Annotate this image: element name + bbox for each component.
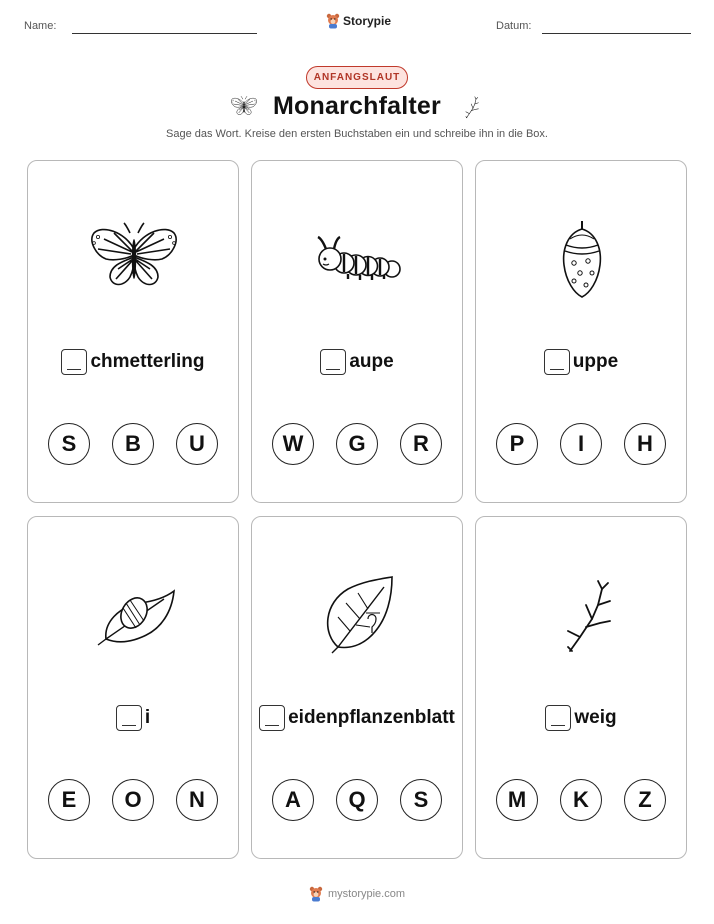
chrysalis-icon bbox=[532, 219, 632, 299]
letter-choices bbox=[28, 423, 238, 465]
butterfly-icon bbox=[84, 219, 184, 299]
word-row bbox=[252, 349, 462, 375]
letter-choice[interactable]: K bbox=[560, 779, 602, 821]
letter-choice[interactable]: Q bbox=[336, 779, 378, 821]
letter-choice[interactable]: N bbox=[176, 779, 218, 821]
answer-box[interactable] bbox=[61, 349, 87, 375]
brand-name: Storypie bbox=[343, 14, 392, 28]
word-ending: weig bbox=[574, 707, 617, 728]
letter-choice[interactable]: G bbox=[336, 423, 378, 465]
milkweed-leaf-icon bbox=[308, 575, 408, 655]
letter-choices bbox=[476, 423, 686, 465]
twig-icon bbox=[532, 575, 632, 655]
answer-box[interactable] bbox=[320, 349, 346, 375]
word-ending: eidenpflanzenblatt bbox=[288, 707, 455, 728]
word-card bbox=[27, 516, 239, 859]
word-card bbox=[251, 160, 463, 503]
letter-choice[interactable]: R bbox=[400, 423, 442, 465]
answer-box[interactable] bbox=[544, 349, 570, 375]
letter-choice[interactable]: A bbox=[272, 779, 314, 821]
word-ending: i bbox=[144, 707, 151, 728]
name-label: Name: bbox=[24, 20, 57, 32]
instructions: Sage das Wort. Kreise den ersten Buchstaben ein und schreibe ihn in die Box. bbox=[166, 128, 548, 140]
butterfly-icon bbox=[229, 95, 259, 119]
letter-choices bbox=[28, 779, 238, 821]
word-card bbox=[475, 516, 687, 859]
title-row bbox=[0, 92, 714, 121]
letter-choice[interactable]: S bbox=[400, 779, 442, 821]
letter-choice[interactable]: B bbox=[112, 423, 154, 465]
letter-choices bbox=[476, 779, 686, 821]
answer-box[interactable] bbox=[259, 705, 285, 731]
letter-choice[interactable]: S bbox=[48, 423, 90, 465]
answer-box[interactable] bbox=[116, 705, 142, 731]
letter-choice[interactable]: Z bbox=[624, 779, 666, 821]
name-line[interactable] bbox=[72, 33, 257, 34]
bear-mascot-icon bbox=[326, 13, 340, 29]
letter-choice[interactable]: W bbox=[272, 423, 314, 465]
bear-mascot-icon bbox=[309, 886, 323, 902]
page-title: Monarchfalter bbox=[273, 92, 441, 120]
letter-choices bbox=[252, 423, 462, 465]
twig-icon bbox=[455, 95, 485, 119]
letter-choice[interactable]: M bbox=[496, 779, 538, 821]
word-ending: uppe bbox=[572, 351, 619, 372]
word-row bbox=[28, 705, 238, 731]
topic-badge: ANFANGSLAUT bbox=[306, 66, 408, 89]
word-ending: aupe bbox=[349, 351, 394, 372]
word-row bbox=[28, 349, 238, 375]
letter-choice[interactable]: E bbox=[48, 779, 90, 821]
letter-choice[interactable]: H bbox=[624, 423, 666, 465]
word-ending: chmetterling bbox=[90, 351, 205, 372]
date-line[interactable] bbox=[542, 33, 691, 34]
word-card bbox=[475, 160, 687, 503]
caterpillar-icon bbox=[308, 219, 408, 299]
word-card bbox=[27, 160, 239, 503]
word-row bbox=[476, 705, 686, 731]
letter-choices bbox=[252, 779, 462, 821]
egg-on-leaf-icon bbox=[84, 575, 184, 655]
letter-choice[interactable]: I bbox=[560, 423, 602, 465]
word-row bbox=[252, 705, 462, 731]
letter-choice[interactable]: P bbox=[496, 423, 538, 465]
word-row bbox=[476, 349, 686, 375]
word-card bbox=[251, 516, 463, 859]
footer-url[interactable]: mystorypie.com bbox=[327, 888, 406, 900]
answer-box[interactable] bbox=[545, 705, 571, 731]
letter-choice[interactable]: O bbox=[112, 779, 154, 821]
brand-logo bbox=[326, 13, 391, 29]
date-label: Datum: bbox=[496, 20, 532, 32]
footer bbox=[0, 886, 714, 902]
letter-choice[interactable]: U bbox=[176, 423, 218, 465]
